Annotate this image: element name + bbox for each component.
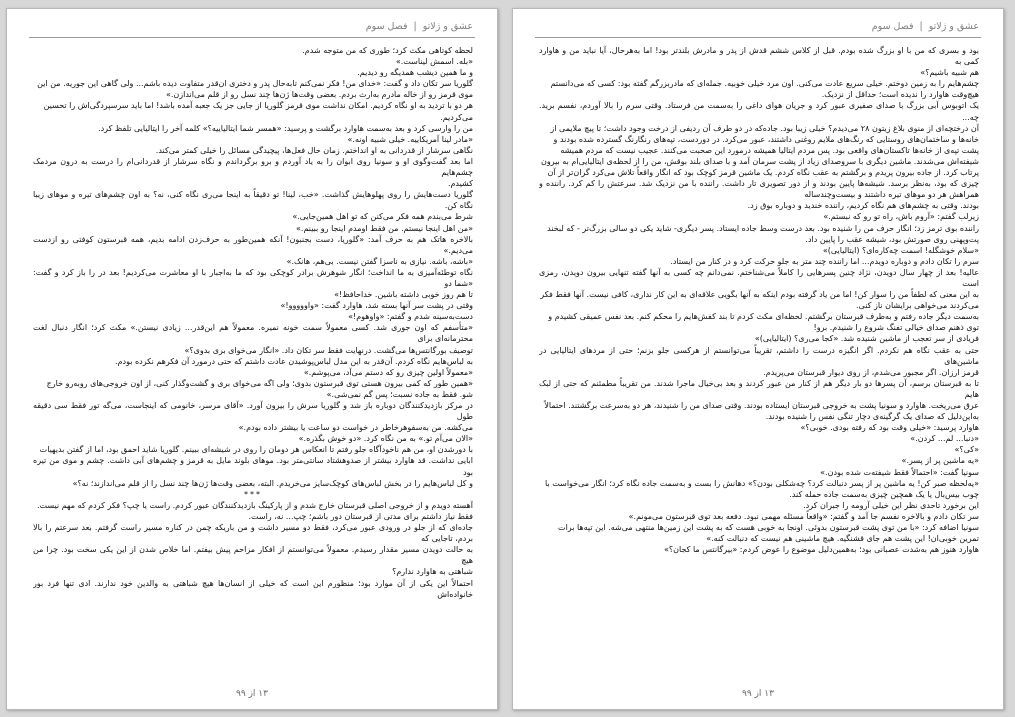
- text-line: «متأسفم که اون جوری شد. کسی معمولاً سمت خونه نمیره. معمولاً هم این‌قدر... زیادی نیستن.» مکث کرد؛ انگار دنبال لغت محترمانه‌ای برای: [33, 323, 473, 344]
- text-line: شباهتی به هاوارد ندارم؟: [392, 567, 473, 577]
- text-line: در مرکز بازدیدکنندگان دوباره باز شد و گلوریا سرش را بیرون آورد. «آقای مرسر، خانومی که اینجاست، می‌گه تور فقط سی دقیقه طول: [33, 401, 473, 422]
- text-line: عالیه! بعد از چهار سال دویدن، نژاد چنین پسرهایی را کاملاً می‌شناختم. نمی‌دانم چه کسی به آنها گفته تنهایی بیرون دویدن، رمزی است: [539, 267, 979, 288]
- text-line: «دنبا... لم... کردن.»: [910, 434, 979, 444]
- text-line: راننده بوی ترمز زد؛ انگار حرف من را شنیده بود. بعد درست وسط جاده ایستاد. پسر دیگری- شاید یکی دو سالی بزرگ‌تر - که لبخند: [547, 223, 979, 233]
- text-line: زیرلب گفتم: «آروم باش، راه تو رو که نبستم.»: [823, 212, 979, 222]
- text-line: «بله. اسمش لیناست.»: [395, 57, 473, 67]
- text-line: «یه‌لحظه صبر کن! یه ماشین پر از پسر دنبالت کرد؟ چه‌شکلی بودن؟» دهانش را بست و به‌سمت جاده نگاه کرد؛ انگار می‌خواست با: [545, 478, 979, 488]
- text-line: دست‌به‌سینه شدم و گفتم: «واوهوم!»: [348, 312, 473, 322]
- text-line: شرط می‌بندم همه فکر می‌کنن که تو اهل همین‌جایی.»: [292, 212, 473, 222]
- text-line: حتی به عقب نگاه هم نکردم. اگر انگیزه درست را داشتم، تقریباً می‌توانستم از هرکسی جلو بزنم؛ حتی از مردهای ایتالیایی در ماشین‌های: [539, 345, 979, 366]
- text-line: هاوارد هنوز هم به‌شدت عصبانی بود؛ به‌همین‌دلیل موضوع را عوض کردم: «بیرگانتس ما کجان؟»: [663, 545, 979, 555]
- text-line: آهسته دویدم و از خروجی اصلی قبرستان خارج شدم و از پارکینگ بازدیدکنندگان عبور کردم. راست یا چپ؟ فکر کردم که مهم نیست.: [36, 500, 473, 510]
- text-line: ***: [244, 489, 262, 499]
- text-line: بود و بسری که من با او بزرگ شده بودم. قبل از کلاس ششم قدش از پدر و مادرش بلندتر بود! اما به‌هرحال، آیا نباید من و هاوارد کمی به: [539, 46, 979, 67]
- text-line: و ما همین دیشب همدیگه رو دیدیم.: [357, 68, 473, 78]
- text-line: پشت تپه‌ی از خانه‌ها تاکستان‌های واقعی بود. پس مردم ایتالیا همیشه درمورد این صحبت می‌کنند. عجیب نیست که مردم همیشه: [560, 145, 979, 155]
- text-line: هر دو با تردید به او نگاه کردیم. امکان نداشت موی قرمز گلوریا از جایی جز یک جعبه آمده باشد! اما باید سرسپردگی‌اش را تحسین: [43, 101, 473, 111]
- text-line: وقتی در پشت سر آنها بسته شد، هاوارد گفت: «واووووو!»: [280, 301, 473, 311]
- page-number: ۱۳ از ۹۹: [236, 689, 268, 699]
- text-line: «الان می‌آم تو.» به من نگاه کرد. «دو خوش بگذره.»: [298, 434, 473, 444]
- text-line: به‌سمت دیگر جاده رفتم و به‌طرف قبرستان برگشتم. لحظه‌ای مکث کردم تا بند کفش‌هایم را محکم کنم. بعد نفس عمیقی کشیدم و: [548, 312, 979, 322]
- text-line: چشم‌هایم را به زمین دوختم. خیلی سریع عادت می‌کنی. اون مرد خیلی خوبیه. جمله‌ای که مادربزرگم گفته بود: کسی که می‌دانستم: [550, 79, 979, 89]
- text-line: پت‌وپهنی روی صورتش بود، شیشه عقب را پایین داد.: [805, 234, 979, 244]
- text-line: آن درختچه‌ای از منوی بلاغ زیتون ۲۸ می‌دیدم؟ خیلی زیبا بود. جاده‌که در دو طرف آن ردیفی از درخت وجود داشت؛ تا پیچ ملایمی از: [550, 123, 979, 133]
- text-line: «معمولاً اولین چیزی رو که دستم می‌آد، می‌پوشم.»: [303, 367, 473, 377]
- text-line: پرتاب کرد. از جاده بیرون پریدم و برگشتم به عقب نگاه کردم. یک ماشین قرمز کوچک بود که انگار واقعاً تلاش می‌کرد گران‌تر از آن: [547, 168, 979, 178]
- text-line: «من اهل اینجا نیستم. من فقط اومدم اینجا رو ببینم.»: [296, 223, 473, 233]
- text-line: تمرین خوبی‌ان! این پشت هم جای قشنگیه. هیچ ماشینی هم نیست که دنبالت کنه.»: [706, 534, 979, 544]
- document-page-right: [512, 8, 1004, 710]
- page-header: [537, 18, 979, 34]
- text-line: توصیف بورگانتس‌ها می‌گشت. درنهایت فقط سر تکان داد. «انگار می‌خوای بری بدوی؟»: [184, 345, 473, 355]
- text-line: به لباس‌هایم نگاه کردم. آن‌قدر به این مدل لباس‌پوشیدن عادت داشتم که حتی درمورد آن فکرهم نکرده بودم.: [115, 356, 473, 366]
- text-line: «همین طور که کمی بیرون هستی توی قبرستون بدوی؛ ولی اگه می‌خوای بری و گشت‌وگذار کنی، از اون خروجی‌های روبه‌رو خارج: [46, 378, 473, 388]
- text-line: به این معنی که لطفاً من را سوار کن! اما من یاد گرفته بودم اینکه به آنها بگویی علاقه‌ای به این کار نداری، کافی نیست. آنها فقط فکر: [540, 290, 979, 300]
- text-line: هیچ‌وقت هاوارد را ندیده است؛ حداقل از نزدیک.: [821, 90, 979, 100]
- text-line: شیفته‌اش می‌شدند. ماشین دیگری با سروصدای زیاد از پشت سرمان آمد و با صدای بلند بوقش، من را از لحظه‌ی ایتالیایی‌ام به بیرون: [540, 156, 979, 166]
- text-line: خانه‌ها و ساختمان‌های روستایی که رنگ‌های ملایم روغنی داشتند، عبور می‌کرد. در دوردست، تپه‌های رنگارنگ گسترده شده بودند و: [553, 134, 979, 144]
- chapter-label: فصل سوم: [365, 20, 408, 32]
- text-line: تا هم روز خوبی داشته باشین. خداحافظ!»: [334, 290, 473, 300]
- text-line: عرق می‌ریخت. هاوارد و سونیا پشت به خروجی قبرستان ایستاده بودند. وقتی صدای من را شنیدند، هر دو به‌سرعت برگشتند. احتمالاً: [544, 401, 979, 410]
- page-body: [33, 45, 473, 679]
- text-line: توی ذهنم صدای خیالی تفنگ شروع را شنیدم. برو!: [813, 323, 979, 333]
- text-line: سونیا اضافه کرد: «با من توی پشت قبرستون بدوئی. اونجا به خوبی هست که به پشت این زمین‌ها منتهی می‌شه. این تپه‌ها برات: [558, 523, 979, 533]
- book-title: عشق و ژلاتو: [422, 20, 473, 32]
- text-line: چوب بیس‌بال یا یک همچین چیزی به‌سمت جاده حمله کند.: [789, 489, 979, 499]
- text-line: «مادر لینا آمریکاییه. خیلی شبیه اونه.»: [347, 134, 473, 144]
- page-body: [539, 45, 979, 679]
- text-line: من را وارسی کرد و بعد به‌سمت هاوارد برگشت و پرسید: «همسر شما ایتالیاییه؟» کلمه آخر را ایتالیایی تلفظ کرد.: [98, 123, 473, 133]
- text-line: نگاه توطئه‌آمیزی به ما انداخت؛ انگار شوهرش برادر کوچکی بود که ما به‌اجبار با او معاشرت می‌کردیم! بعد در را باز کرد و گفت: «شما دو: [33, 267, 473, 288]
- header-rule: [535, 37, 981, 38]
- text-line: گلوریا دست‌هایش را روی پهلوهایش گذاشت. «خب، لینا! تو دقیقاً به اینجا می‌ری نگاه کنی، نه؟ به اون چشم‌های تیره و موهای زیبا نگاه کن.: [33, 190, 473, 211]
- text-line: می‌کردند می‌خواهی برایشان ناز کنی.: [856, 301, 979, 311]
- text-line: لحظه کوتاهی مکث کرد؛ طوری که من متوجه شدم.: [302, 46, 473, 55]
- book-title: عشق و ژلاتو: [928, 20, 979, 32]
- text-line: یک اتوبوس آبی بزرگ با صدای صفیری عبور کرد و جریان هوای داغی را به‌سمت من فرستاد. وقتی سرم را بالا آوردم، نفسم برید. چه...: [539, 101, 979, 122]
- text-line: چیزی که بود، به‌نظر برسد. شیشه‌ها پایین بودند و از دور تصویری تار داشت. راننده با من نزدیک شد. سرعتش را کم کرد. راننده و همراهش هر دو موهای تیره داشتند و بیست‌وچندساله: [539, 179, 979, 200]
- text-line: «کی؟»: [954, 445, 979, 455]
- header-separator: |: [919, 20, 923, 32]
- text-line: سر تکان دادم و بالاخره نفسم جا آمد و گفتم: «واقعاً مسئله مهمی نبود. دفعه بعد توی قبرستون می‌مونم.»: [628, 511, 979, 521]
- text-line: موی قرمز رو از خاله مادرم به‌ارث بردم. بعضی وقت‌ها ژن‌ها چند نسل رو از قلم می‌اندازن.»: [165, 90, 473, 100]
- header-separator: |: [413, 20, 417, 32]
- text-line: گلوریا سر تکان داد و گفت: «خدای من! فکر نمی‌کنم تابه‌حال پدر و دختری ان‌قدر متفاوت دیده باشم... ولی گاهی این جوریه. من این: [37, 79, 473, 89]
- page-header: [31, 18, 473, 34]
- text-line: فریادی از سر تعجب از ماشین شنیده شد. «کجا می‌ری؟ (ایتالیایی)»: [754, 334, 979, 344]
- text-line: به حالت دویدن مسیر مقدار رسیدم. معمولاً می‌توانستم از افکار مزاحم پیش بیفتم. اما خلاص شدن از این یکی سخت بود. چرا من هیچ: [33, 545, 473, 566]
- text-line: بالاخره هاتک هم به حرف آمد: «گلوریا، دست بجنبون! آنکه همین‌طور به حرف‌زدن ادامه بدیم، همه قبرستون کوفتی رو ازدست می‌دیم.»: [33, 234, 473, 255]
- text-line: نگاهی سرشار از قدردانی به او انداختم. زمان حال فعل‌ها، پیچیدگی مسائل را خیلی کمتر می‌کند.: [155, 145, 473, 155]
- document-page-left: [6, 8, 498, 710]
- text-line: هاوارد پرسید: «خیلی وقت بود که رفته بودی. خوبی؟»: [800, 423, 979, 433]
- text-line: «سلام خوشگله! اسمت چه‌کاره‌ای؟ (ایتالیایی)»: [822, 245, 979, 255]
- text-line: هم شبیه باشیم؟»: [920, 68, 979, 78]
- text-line: «یه ماشین پر از پسر.»: [901, 456, 979, 466]
- text-line: جاده‌ای که از جلو در ورودی عبور می‌کرد، فقط دو مسیر داشت و من باریکه چمن در کناره مسیر راست گرفتم. بعد سرعتم را بالا بردم، تاجایی که: [33, 523, 473, 544]
- text-line: سرم را تکان دادم و دوباره دویدم... اما راننده چند متر به جلو حرکت کرد و در کنار من ایستاد.: [670, 256, 979, 266]
- header-rule: [29, 37, 475, 38]
- text-line: این برخورد تاحدی نظر این خیلی آرومه را جبران کرد.: [803, 500, 979, 510]
- text-line: تا به قبرستان برسم، آن پسرها دو بار دیگر هم از کنار من عبور کردند و بعد بی‌خیال ماجرا شدند. من تقریباً مطمئنم که حتی از لبک هایم: [539, 378, 979, 399]
- text-line: بودند. وقتی به چشم‌های هم نگاه کردیم، راننده خندید و دوباره بوق زد.: [747, 201, 979, 211]
- text-line: ابایی نداشت. قد هاوارد بیشتر از صدوهشتاد سانتی‌متر بود. موهای بلوند مایل به قرمز و چشم‌های آبی داشت. چشم و موی من تیره بود: [33, 456, 473, 477]
- text-line: کشیدم.: [447, 179, 473, 189]
- text-line: شو. فقط به جاده نسبت؛ پس گم نمی‌شی.»: [326, 389, 473, 399]
- chapter-label: فصل سوم: [871, 20, 914, 32]
- text-line: می‌کشه. من به‌سفوهرخاطر در خواست دو ساعت یا بیشتر داده بودم.»: [238, 423, 473, 433]
- text-line: سونیا گفت: «احتمالاً فقط شیفته‌ت شده بودن.»: [820, 467, 979, 477]
- text-line: فقط نیاز داشتم برای مدتی از قبرستان دور باشم؛ چپ... نه، راست.: [248, 511, 473, 521]
- page-number: ۱۳ از ۹۹: [742, 689, 774, 699]
- text-line: با دورشدن او، من هم ناخودآگاه جلو رفتم تا انعکاس هر دومان را روی در شیشه‌ای ببینم. گلوریا شاید احمق بود، اما از گفتن بدیهیات: [39, 445, 473, 455]
- text-line: به‌این‌دلیل که صدای یک گرگینه‌ی دچار تنگی نفس را شنیده بودند.: [765, 412, 979, 422]
- text-line: «باشه، باشه. نیازی به ناسزا گفتن نیست. بی‌هم، هانک.»: [286, 256, 473, 266]
- text-line: و کل لباس‌هایم را در بخش لباس‌های کوچک‌سایز می‌خریدم. البته، بعضی وقت‌ها ژن‌ها چند نسل را از قلم می‌اندازند؛ نه؟»: [72, 478, 473, 488]
- text-line: قرمز ارزان. اگر مجبور می‌شدم، از روی دیوار قبرستان می‌پریدم.: [763, 367, 979, 377]
- text-line: می‌کردیم.: [440, 112, 473, 122]
- text-line: اما بعد گفت‌وگوی او و سونیا روی ابوان را به یاد آوردم و برو برگرداندم و نگاه سرشار از قدردانی‌ام را درست به درون مردمک چشم‌هایم: [33, 156, 473, 178]
- text-line: احتمالاً این یکی از آن موارد بود؛ منظورم این است که خیلی از انسان‌ها هیچ شباهتی به والدین خود ندارند. ادی تنها فرد بور خانواده‌اش: [33, 578, 473, 599]
